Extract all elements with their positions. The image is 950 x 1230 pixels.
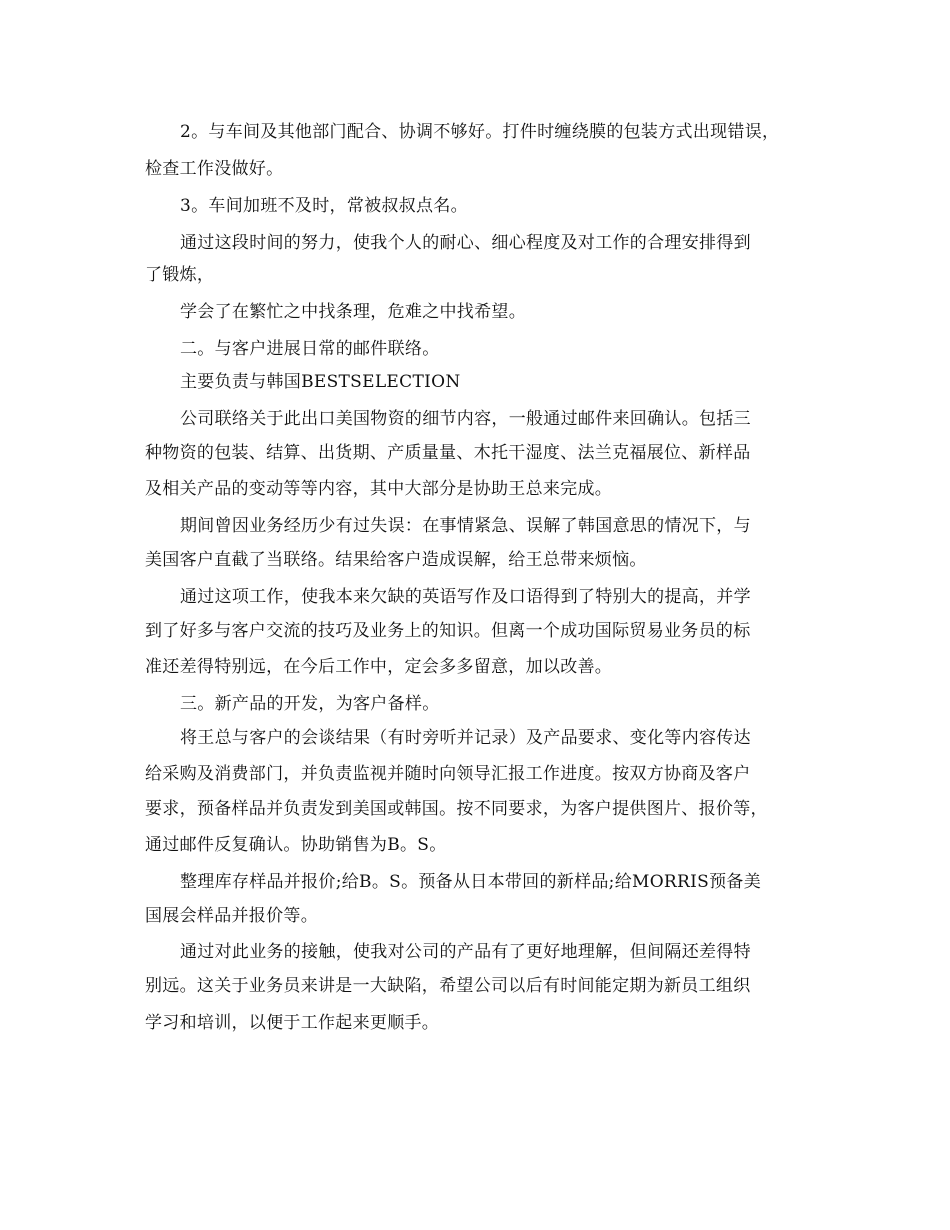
- section-heading: 三。新产品的开发，为客户备样。: [180, 694, 440, 714]
- paragraph-line: 给采购及消费部门，并负责监视并随时向领导汇报工作进度。按双方协商及客户: [145, 764, 751, 784]
- paragraph-line: 美国客户直截了当联络。结果给客户造成误解，给王总带来烦恼。: [145, 550, 647, 570]
- paragraph-line: 通过对此业务的接触，使我对公司的产品有了更好地理解，但间隔还差得特: [180, 942, 751, 962]
- paragraph-line: 主要负责与韩国BESTSELECTION: [180, 372, 461, 392]
- paragraph-line: 公司联络关于此出口美国物资的细节内容，一般通过邮件来回确认。包括三: [180, 409, 751, 429]
- paragraph-line: 2。与车间及其他部门配合、协调不够好。打件时缠绕膜的包装方式出现错误，: [180, 122, 780, 142]
- paragraph-line: 期间曾因业务经历少有过失误：在事情紧急、误解了韩国意思的情况下，与: [180, 516, 751, 536]
- paragraph-line: 3。车间加班不及时，常被叔叔点名。: [180, 196, 468, 216]
- paragraph-line: 学会了在繁忙之中找条理，危难之中找希望。: [180, 302, 526, 322]
- paragraph-line: 检查工作没做好。: [145, 159, 284, 179]
- paragraph-line: 通过邮件反复确认。协助销售为B。S。: [145, 835, 447, 855]
- section-heading: 二。与客户进展日常的邮件联络。: [180, 339, 440, 359]
- paragraph-line: 到了好多与客户交流的技巧及业务上的知识。但离一个成功国际贸易业务员的标: [145, 621, 751, 641]
- paragraph-line: 要求，预备样品并负责发到美国或韩国。按不同要求，为客户提供图片、报价等，: [145, 799, 768, 819]
- paragraph-line: 通过这项工作，使我本来欠缺的英语写作及口语得到了特别大的提高，并学: [180, 587, 751, 607]
- paragraph-line: 通过这段时间的努力，使我个人的耐心、细心程度及对工作的合理安排得到: [180, 233, 751, 253]
- paragraph-line: 种物资的包装、结算、出货期、产质量量、木托干湿度、法兰克福展位、新样品: [145, 443, 751, 463]
- paragraph-line: 整理库存样品并报价;给B。S。预备从日本带回的新样品;给MORRIS预备美: [180, 872, 761, 892]
- paragraph-line: 及相关产品的变动等等内容，其中大部分是协助王总来完成。: [145, 479, 613, 499]
- paragraph-line: 别远。这关于业务员来讲是一大缺陷，希望公司以后有时间能定期为新员工组织: [145, 976, 751, 996]
- paragraph-line: 学习和培训，以便于工作起来更顺手。: [145, 1013, 440, 1033]
- paragraph-line: 国展会样品并报价等。: [145, 906, 318, 926]
- paragraph-line: 将王总与客户的会谈结果（有时旁听并记录）及产品要求、变化等内容传达: [180, 728, 751, 748]
- paragraph-line: 了锻炼，: [145, 265, 215, 285]
- paragraph-line: 准还差得特别远，在今后工作中，定会多多留意，加以改善。: [145, 657, 613, 677]
